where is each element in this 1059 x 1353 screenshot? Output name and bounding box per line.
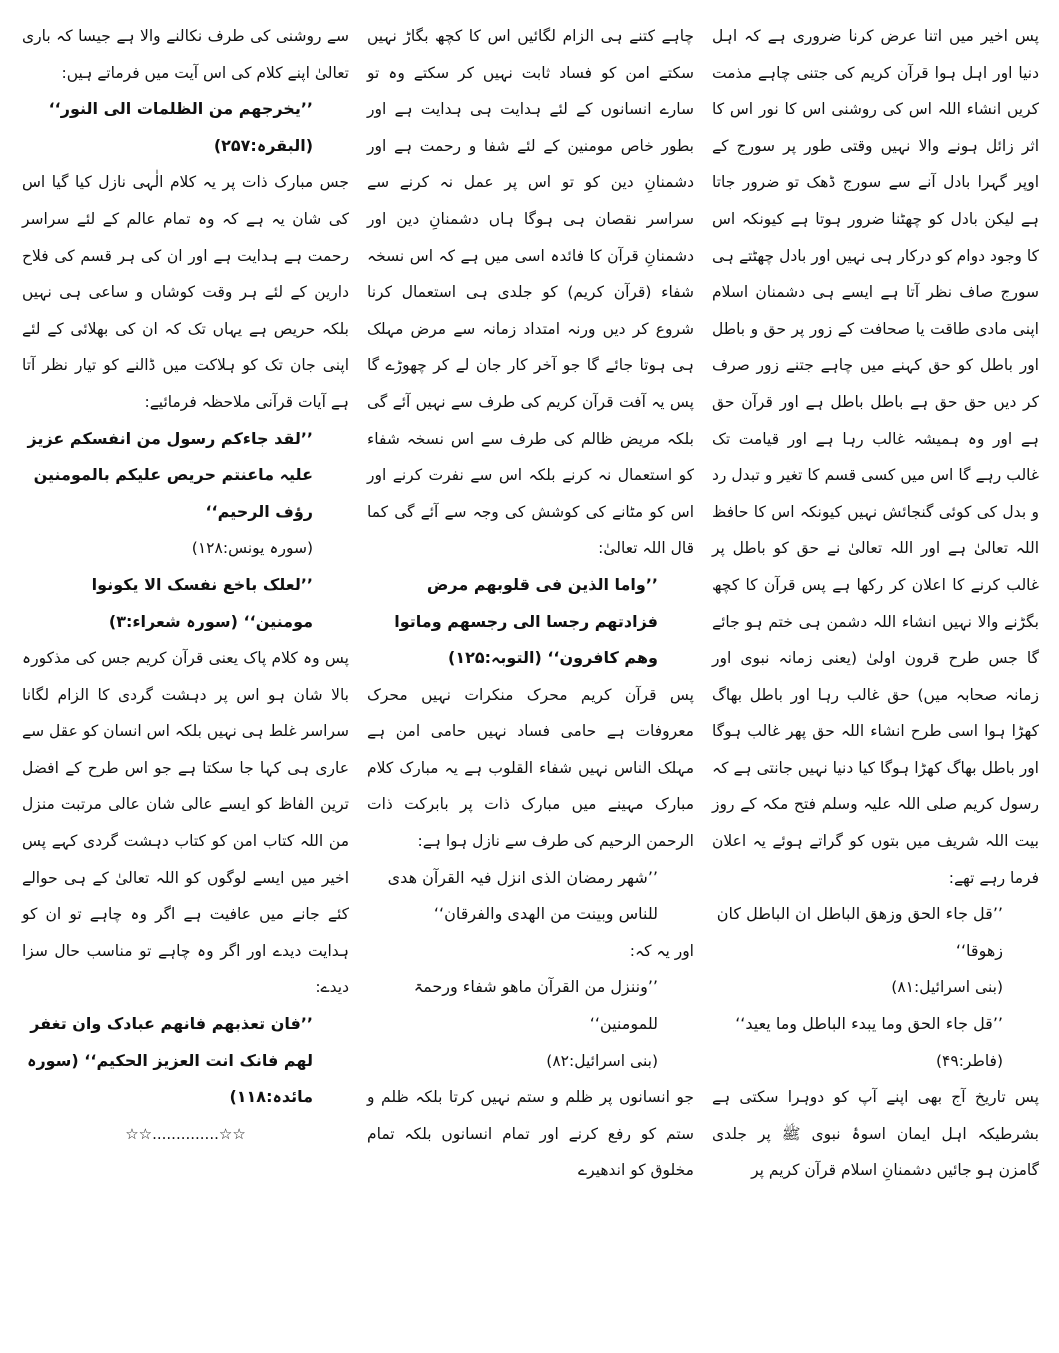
paragraph: پس وہ کلام پاک یعنی قرآن کریم جس کی مذکورہ بالا شان ہو اس پر دہشت گردی کا الزام لگانا سراسر غلط ہی نہیں بلکہ اس انسان کو عقل سے عاری ہی کہا جا سکتا ہے جو اس طرح کے افضل ترین الفاظ کو ایسے عالی شان عالی مرتبت منزل من اللہ کتاب امن کو کتاب دہشت گردی کہے پس اخیر میں ایسے لوگوں کو اللہ تعالیٰ کے ہی حوالے کئے جانے میں عافیت ہے اگر وہ چاہے تو ان کو ہدایت دیدے اور اگر وہ چاہے تو مناسب حال سزا دیدے: bbox=[22, 649, 349, 997]
paragraph: چاہے کتنے ہی الزام لگائیں اس کا کچھ بگاڑ نہیں سکتے امن کو فساد ثابت نہیں کر سکتے وہ تو سارے انسانوں کے لئے ہدایت ہی ہدایت ہے اور بطور خاص مومنین کے لئے شفا و رحمت ہے اور دشمنانِ دین کو تو اس پر عمل نہ کرنے سے سراسر نقصان ہی ہوگا ہاں دشمنانِ دین اور دشمنانِ قرآن کا فائدہ اسی میں ہے کہ اس نسخہ شفاء (قرآن کریم) کو جلدی ہی استعمال کرنا شروع کر دیں ورنہ امتداد زمانہ سے مرض مہلک ہی ہوتا جائے گا جو آخر کار جان لے کر چھوڑے گا پس یہ آفت قرآن کریم کی طرف سے نہیں آئے گی بلکہ مریض ظالم کی طرف سے اس نسخہ شفاء کو استعمال نہ کرنے بلکہ اس سے نفرت کرنے اور اس کو مٹانے کی کوشش کی وجہ سے آئے گی کما قال اللہ تعالیٰ: bbox=[367, 27, 694, 558]
quran-verse: ’’واما الذین فی قلوبھم مرض فزادتھم رجسا الی رجسھم وماتوا وھم کافرون‘‘ (التوبہ:۱۲۵) bbox=[394, 574, 658, 668]
quran-verse: ’’شھر رمضان الذی انزل فیہ القرآن ھدی للناس وبینت من الھدی والفرقان‘‘ bbox=[387, 867, 658, 924]
quran-verse: ’’قل جاء الحق وزھق الباطل ان الباطل کان زھوقا‘‘ bbox=[716, 904, 1003, 960]
paragraph: پس اخیر میں اتنا عرض کرنا ضروری ہے کہ اہل دنیا اور اہل ہوا قرآن کریم کی جتنی چاہے مذمت کریں انشاء اللہ اس کی روشنی اس کا نور اس کا اثر زائل ہونے والا نہیں وقتی طور پر سورج کے اوپر گہرا بادل آنے سے سورج ڈھک تو ضرور جاتا ہے لیکن بادل کو چھٹنا ضرور ہوتا ہے کیونکہ اس کا وجود دوام کو درکار ہی نہیں اور بادل چھٹتے ہی سورج صاف نظر آتا ہے ایسے ہی دشمنان اسلام اپنی مادی طاقت یا صحافت کے زور پر حق و باطل اور باطل کو حق کہنے میں چاہے جتنے زور صرف کر دیں حق حق ہے باطل باطل ہے اور قرآن حق ہے اور وہ ہمیشہ غالب رہا ہے اور قیامت تک غالب رہے گا اس میں کسی قسم کا تغیر و تبدل رد و بدل کی کوئی گنجائش نہیں کیونکہ اس کا حافظ اللہ تعالیٰ ہے اور اللہ تعالیٰ نے حق کو باطل پر غالب کرنے کا اعلان کر رکھا ہے پس قرآن کا کچھ بگڑنے والا نہیں انشاء اللہ دشمن ہی ختم ہو جائے گا جس طرح قرون اولیٰ (یعنی زمانہ نبوی اور زمانہ صحابہ میں) حق غالب رہا اور باطل بھاگ کھڑا ہوا اسی طرح انشاء اللہ حق پھر غالب ہوگا اور باطل بھاگ کھڑا ہوگا کیا دنیا نہیں جانتی ہے کہ رسول کریم صلی اللہ علیہ وسلم فتح مکہ کے روز بیت اللہ شریف میں بتوں کو گراتے ہوئے یہ اعلان فرما رہے تھے: bbox=[712, 27, 1039, 887]
quran-verse: ’’لعلک باخع نفسک الا یکونوا مومنین‘‘ (سورہ شعراء:۳) bbox=[91, 574, 313, 631]
quran-verse: ’’فان تعذبھم فانھم عبادک وان تغفر لھم فانک انت العزیز الحکیم‘‘ (سورہ مائدہ:۱۱۸) bbox=[27, 1014, 313, 1107]
column-middle bbox=[367, 18, 694, 1343]
paragraph: اور یہ کہ: bbox=[629, 941, 694, 960]
quran-verse: ’’قل جاء الحق وما یبدء الباطل وما یعید‘‘ bbox=[735, 1014, 1003, 1034]
quran-verse: ’’لقد جاءکم رسول من انفسکم عزیز علیہ ماعنتم حریص علیکم بالمومنین رؤف الرحیم‘‘ bbox=[27, 428, 313, 521]
verse-reference: (فاطر:۴۹) bbox=[935, 1051, 1003, 1070]
verse-reference: (سورہ یونس:۱۲۸) bbox=[191, 539, 313, 558]
column-right bbox=[712, 18, 1039, 1343]
column-left bbox=[22, 18, 349, 1343]
paragraph: جو انسانوں پر ظلم و ستم نہیں کرتا بلکہ ظلم و ستم کو رفع کرنے اور تمام انسانوں بلکہ تمام مخلوق کو اندھیرے bbox=[367, 1088, 694, 1180]
paragraph: پس تاریخ آج بھی اپنے آپ کو دوہرا سکتی ہے بشرطیکہ اہل ایمان اسوۂ نبوی ﷺ پر جلدی گامزن ہو جائیں دشمنانِ اسلام قرآن کریم پر bbox=[712, 1088, 1039, 1180]
quran-verse: ’’یخرجھم من الظلمات الی النور‘‘ (البقرہ:۲۵۷) bbox=[48, 99, 313, 155]
verse-reference: (بنی اسرائیل:۸۲) bbox=[546, 1051, 658, 1070]
paragraph: جس مبارک ذات پر یہ کلام الٰہی نازل کیا گیا اس کی شان یہ ہے کہ وہ تمام عالم کے لئے سراسر رحمت ہے ہدایت ہے اور ان کی ہر قسم کی فلاح دارین کے لئے ہر وقت کوشاں و ساعی ہی نہیں بلکہ حریص ہے یہاں تک کہ ان کی بھلائی کے لئے اپنی جان تک کو ہلاکت میں ڈالنے کو تیار نظر آتا ہے آیات قرآنی ملاحظہ فرمائیے: bbox=[22, 173, 349, 411]
verse-reference: (بنی اسرائیل:۸۱) bbox=[891, 978, 1003, 997]
end-ornament: ☆☆..............☆☆ bbox=[125, 1124, 246, 1143]
paragraph: سے روشنی کی طرف نکالنے والا ہے جیسا کہ باری تعالیٰ اپنے کلام کی اس آیت میں فرماتے ہیں: bbox=[22, 27, 349, 82]
paragraph: پس قرآن کریم محرک منکرات نہیں محرک معروفات ہے حامی فساد نہیں حامی امن ہے مہلک الناس نہیں شفاء القلوب ہے یہ مبارک کلام مبارک مہینے میں مبارک ذات پر بابرکت ذات الرحمن الرحیم کی طرف سے نازل ہوا ہے: bbox=[367, 685, 694, 851]
quran-verse: ’’وننزل من القرآن ماھو شفاء ورحمۃ للمومنین‘‘ bbox=[413, 977, 658, 1034]
